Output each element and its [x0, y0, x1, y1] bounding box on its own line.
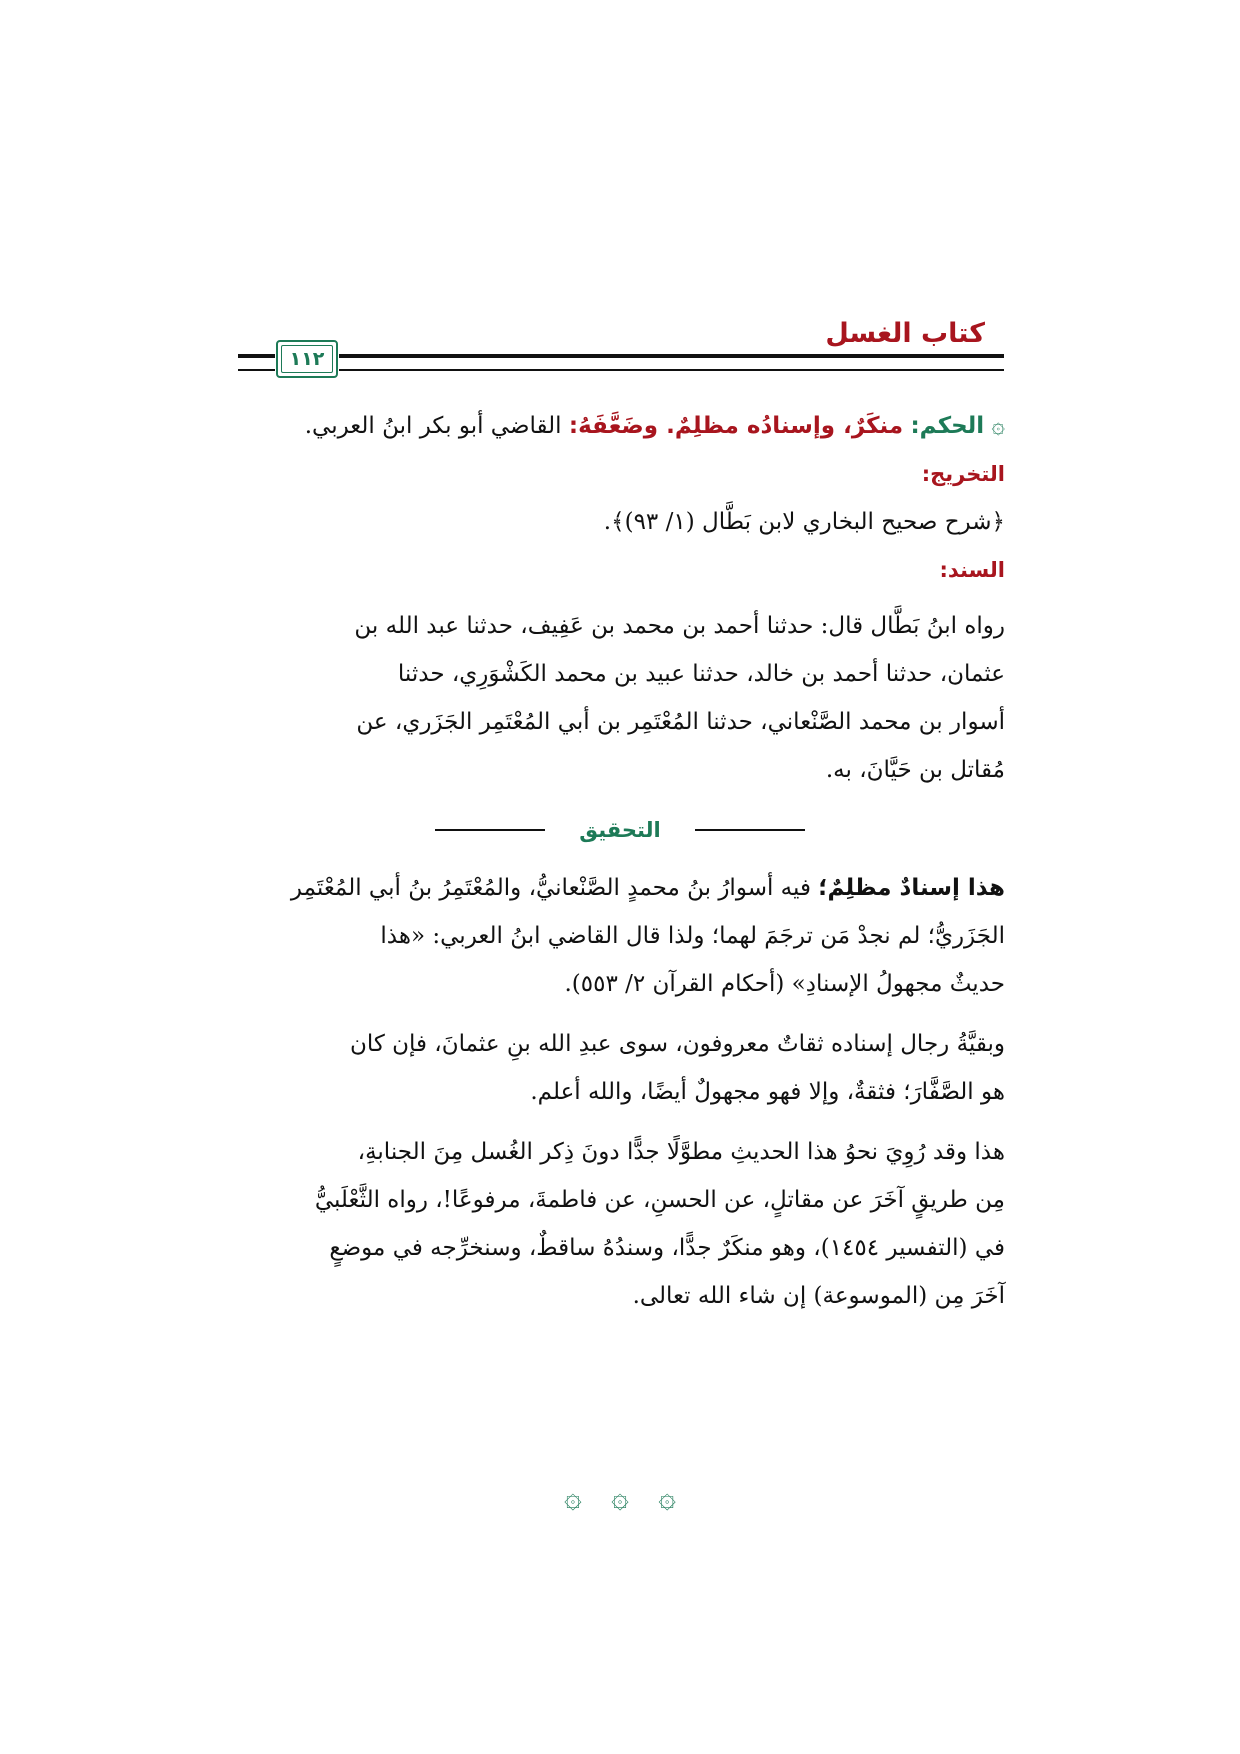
tahqiq-paragraph-3: [235, 1128, 1005, 1320]
closing-ornaments: [0, 1480, 1240, 1515]
tahqiq-heading: التحقيق: [579, 818, 661, 842]
ruling-weakened-by: القاضي أبو بكر ابنُ العربي.: [304, 413, 562, 439]
tahqiq-lead: هذا إسنادٌ مظلِمٌ؛: [818, 875, 1005, 901]
header-rule-end: [238, 354, 275, 371]
sanad-line: مُقاتل بن حَيَّانَ، به.: [825, 757, 1005, 783]
tahqiq-line: الجَزَريُّ؛ لم نجدْ مَن ترجَمَ لهما؛ ولذا قال القاضي ابنُ العربي: «هذا: [380, 923, 1005, 949]
ornament-icon: ۞: [611, 1480, 629, 1515]
tahqiq-line: هذا وقد رُوِيَ نحوُ هذا الحديثِ مطوَّلًا جدًّا دونَ ذِكر الغُسل مِنَ الجنابةِ،: [357, 1139, 1005, 1165]
sanad-line: أسوار بن محمد الصَّنْعاني، حدثنا المُعْتَمِر بن أبي المُعْتَمِر الجَزَري، عن: [356, 709, 1005, 735]
page-number-frame: [276, 340, 338, 378]
tahqiq-line-text: فيه أسوارُ بنُ محمدٍ الصَّنْعانيُّ، والمُعْتَمِرُ بنُ أبي المُعْتَمِر: [290, 875, 819, 901]
ornament-icon: ۞: [658, 1480, 676, 1515]
page-number: ١١٢: [289, 348, 325, 370]
book-title: كتاب الغسل: [825, 318, 985, 349]
takhrij-source: ﴿شرح صحيح البخاري لابن بَطَّال (١/ ٩٣)﴾.: [603, 509, 1005, 535]
tahqiq-divider: [235, 806, 1005, 852]
tahqiq-paragraph-1: [235, 864, 1005, 1008]
page-content: [235, 402, 1005, 1332]
tahqiq-paragraph-2: [235, 1020, 1005, 1116]
sanad-line: عثمان، حدثنا أحمد بن خالد، حدثنا عبيد بن محمد الكَشْوَرِي، حدثنا: [397, 661, 1005, 687]
tahqiq-line: هو الصَّفَّارَ؛ فثقةٌ، وإلا فهو مجهولٌ أيضًا، والله أعلم.: [530, 1079, 1005, 1105]
tahqiq-line: آخَرَ مِن (الموسوعة) إن شاء الله تعالى.: [632, 1283, 1005, 1309]
takhrij-heading: التخريج:: [921, 462, 1005, 486]
ruling: [235, 402, 1005, 450]
ruling-label: الحكم:: [910, 413, 985, 439]
tahqiq-line: مِن طريقٍ آخَرَ عن مقاتلٍ، عن الحسنِ، عن فاطمةَ، مرفوعًا!، رواه الثَّعْلَبيُّ: [314, 1187, 1005, 1213]
tahqiq-line: حديثٌ مجهولُ الإسنادِ» (أحكام القرآن ٢/ ٥٥٣).: [564, 971, 1005, 997]
sanad-line: رواه ابنُ بَطَّال قال: حدثنا أحمد بن محمد بن عَفِيف، حدثنا عبد الله بن: [354, 613, 1005, 639]
ornament-icon: ۞: [991, 413, 1005, 439]
sanad-text: [235, 602, 1005, 794]
ruling-verdict: منكَرٌ، وإسنادُه مظلِمٌ. وضَعَّفَهُ:: [568, 413, 904, 439]
header-rule: [339, 354, 1004, 371]
tahqiq-line: وبقيَّةُ رجال إسناده ثقاتٌ معروفون، سوى عبدِ الله بنِ عثمانَ، فإن كان: [349, 1031, 1005, 1057]
tahqiq-line: [235, 864, 1005, 912]
tahqiq-line: في (التفسير ١٤٥٤)، وهو منكَرٌ جدًّا، وسندُهُ ساقطٌ، وسنخرِّجه في موضعٍ: [329, 1235, 1005, 1261]
ornament-icon: ۞: [564, 1480, 582, 1515]
sanad-heading: السند:: [939, 558, 1005, 582]
